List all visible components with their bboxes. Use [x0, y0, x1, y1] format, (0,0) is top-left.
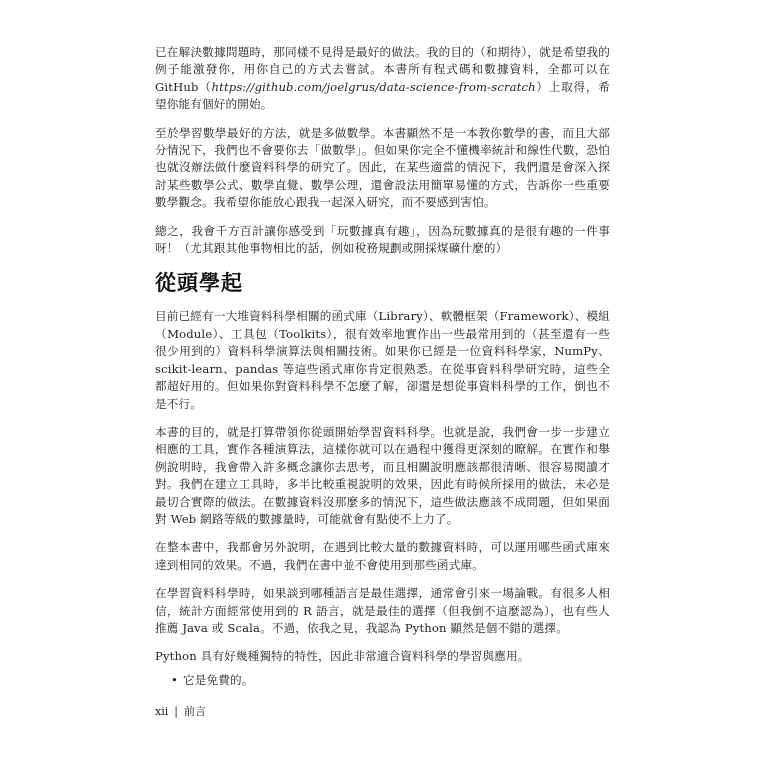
feature-list	[155, 672, 610, 689]
section-paragraph-4: 在學習資料科學時，如果談到哪種語言是最佳選擇，通常會引來一場論戰。有很多人相信，統計方面經常使用到的 R 語言，就是最佳的選擇（但我倒不這麼認為），也有些人推薦 Java 或 Scala。不過，依我之見，我認為 Python 顯然是個不錯的選擇。	[155, 586, 610, 635]
section-paragraph-5: Python 具有好幾種獨特的特性，因此非常適合資料科學的學習與應用。	[155, 649, 530, 664]
text-span: 已在解決數據問題時，那同樣不見得是最好的做法。我的目的（和期待），就是希望我的例子能激發你，用你自己的方式去嘗試。本書所有程式碼和數據資料，全都可以在 GitHub（	[155, 45, 610, 94]
intro-paragraph-3: 總之，我會千方百計讓你感受到「玩數據真有趣」，因為玩數據真的是很有趣的一件事呀！（尤其跟其他事物相比的話，例如稅務規劃或開採煤礦什麼的）	[155, 223, 610, 256]
section-heading: 從頭學起	[155, 271, 243, 296]
section-paragraph-3: 在整本書中，我都會另外說明，在遇到比較大量的數據資料時，可以運用哪些函式庫來達到相同的效果。不過，我們在書中並不會使用到那些函式庫。	[155, 540, 610, 572]
section-paragraph-1: 目前已經有一大堆資料科學相關的函式庫（Library）、軟體框架（Framework）、模組（Module）、工具包（Toolkits），很有效率地實作出一些最常用到的（甚至還有一些很少用到的）資料科學演算法與相關技術。如果你已經是一位資料科學家，NumPy、scikit-learn、pandas 等這些函式庫你肯定很熟悉。在從事資料科學研究時，這些全都超好用的。但如果你對資料科學不怎麼了解，卻還是想從事資料科學的工作，倒也不是不行。	[155, 309, 610, 411]
page-footer	[155, 703, 206, 719]
footer-separator: |	[174, 705, 178, 718]
chapter-title: 前言	[183, 705, 206, 718]
github-url: https://github.com/joelgrus/data-science-from-scratch	[211, 79, 536, 94]
list-item: • 它是免費的。	[171, 672, 610, 689]
page-content	[155, 44, 610, 689]
text-span: ）上取得，希望你能有個好的開始。	[155, 79, 610, 112]
intro-paragraph-2: 至於學習數學最好的方法，就是多做數學。本書顯然不是一本教你數學的書，而且大部分情況下，我們也不會要你去「做數學」。但如果你完全不懂機率統計和線性代數，恐怕也就沒辦法做什麼資料科學的研究了。因此，在某些適當的情況下，我們還是會深入探討某些數學公式、數學直覺、數學公理，還會設法用簡單易懂的方式，告訴你一些重要數學觀念。我希望你能放心跟我一起深入研究，而不要感到害怕。	[155, 125, 610, 210]
section-paragraph-2: 本書的目的，就是打算帶領你從頭開始學習資料科學。也就是說，我們會一步一步建立相應的工具，實作各種演算法，這樣你就可以在過程中獲得更深刻的瞭解。在實作和舉例說明時，我會帶入許多概念讓你去思考，而且相關說明應該都很清晰、很容易閱讀才對。我們在建立工具時，多半比較重視說明的效果，因此有時候所採用的做法，未必是最切合實際的做法。在數據資料沒那麼多的情況下，這些做法應該不成問題，但如果面對 Web 網路等級的數據量時，可能就會有點使不上力了。	[155, 424, 610, 526]
intro-paragraph-1	[155, 44, 610, 114]
page-number: xii	[155, 705, 169, 718]
